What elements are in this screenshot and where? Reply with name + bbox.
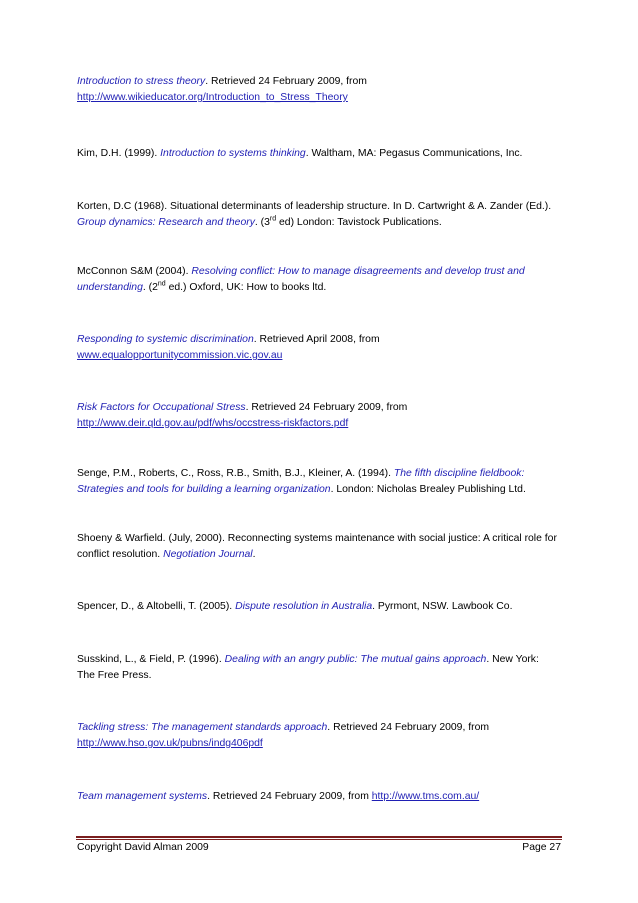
reference-title[interactable]: Group dynamics: Research and theory <box>77 217 255 228</box>
page-number: Page 27 <box>522 842 561 853</box>
reference-text: . Retrieved 24 February 2009, from <box>205 76 367 87</box>
reference-title[interactable]: Dealing with an angry public: The mutual gains approach <box>224 654 487 665</box>
reference-entry <box>77 400 557 432</box>
reference-text: . Pyrmont, NSW. Lawbook Co. <box>372 601 513 612</box>
reference-entry <box>77 332 557 364</box>
footer-divider <box>76 839 562 840</box>
reference-text: ed.) Oxford, UK: How to books ltd. <box>165 282 327 293</box>
reference-text: Spencer, D., & Altobelli, T. (2005). <box>77 601 236 612</box>
reference-text: . Retrieved 24 February 2009, from <box>245 402 408 413</box>
reference-entry <box>77 466 557 498</box>
reference-entry <box>77 789 557 805</box>
reference-text: ed) London: Tavistock Publications. <box>276 217 442 228</box>
reference-entry <box>77 199 557 231</box>
reference-link[interactable]: http://www.deir.qld.gov.au/pdf/whs/occstress-riskfactors.pdf <box>77 418 349 429</box>
footer-copyright: Copyright David Alman 2009 <box>77 842 209 853</box>
reference-text: . (2 <box>142 282 158 293</box>
reference-title[interactable]: Negotiation Journal <box>163 549 253 560</box>
reference-title[interactable]: Introduction to systems thinking <box>160 148 306 159</box>
reference-link[interactable]: http://www.tms.com.au/ <box>371 791 480 802</box>
reference-text: McConnon S&M (2004). <box>77 266 192 277</box>
reference-text: Shoeny & Warfield. (July, 2000). Reconnecting systems maintenance with social justice: A critical role for conflict resolution. <box>77 533 557 560</box>
reference-link[interactable]: http://www.wikieducator.org/Introduction_to_Stress_Theory <box>77 92 348 103</box>
reference-entry <box>77 264 557 296</box>
reference-text: . Waltham, MA: Pegasus Communications, Inc. <box>305 148 523 159</box>
reference-entry <box>77 652 557 684</box>
reference-text: . <box>252 549 256 560</box>
superscript: rd <box>269 215 277 223</box>
reference-title[interactable]: The fifth discipline fieldbook: Strategies and tools for building a learning organization <box>77 468 525 495</box>
reference-entry <box>77 531 557 563</box>
reference-title[interactable]: Risk Factors for Occupational Stress <box>77 402 246 413</box>
reference-title[interactable]: Responding to systemic discrimination <box>77 334 254 345</box>
reference-title[interactable]: Resolving conflict: How to manage disagreements and develop trust and understanding <box>77 266 525 293</box>
reference-title[interactable]: Introduction to stress theory <box>77 76 206 87</box>
reference-link[interactable]: www.equalopportunitycommission.vic.gov.au <box>77 350 283 361</box>
reference-title[interactable]: Dispute resolution in Australia <box>235 601 373 612</box>
reference-text: Susskind, L., & Field, P. (1996). <box>77 654 225 665</box>
reference-title[interactable]: Team management systems <box>77 791 208 802</box>
footer-divider <box>76 836 562 838</box>
reference-entry <box>77 74 557 106</box>
reference-text: . London: Nicholas Brealey Publishing Ltd. <box>330 484 526 495</box>
reference-entry <box>77 146 557 162</box>
reference-entry <box>77 720 557 752</box>
reference-text: . New York: The Free Press. <box>77 654 539 681</box>
reference-text: Kim, D.H. (1999). <box>77 148 161 159</box>
reference-link[interactable]: http://www.hso.gov.uk/pubns/indg406pdf <box>77 738 263 749</box>
superscript: nd <box>157 280 166 288</box>
reference-entry <box>77 599 557 615</box>
reference-text: Senge, P.M., Roberts, C., Ross, R.B., Smith, B.J., Kleiner, A. (1994). <box>77 468 394 479</box>
reference-text: . (3 <box>254 217 270 228</box>
reference-text: . Retrieved April 2008, from <box>253 334 380 345</box>
reference-text: . Retrieved 24 February 2009, from <box>327 722 490 733</box>
reference-text: . Retrieved 24 February 2009, from <box>207 791 372 802</box>
reference-title[interactable]: Tackling stress: The management standards approach <box>77 722 328 733</box>
reference-text: Korten, D.C (1968). Situational determinants of leadership structure. In D. Cartwright & A. Zander (Ed.). <box>77 201 552 212</box>
